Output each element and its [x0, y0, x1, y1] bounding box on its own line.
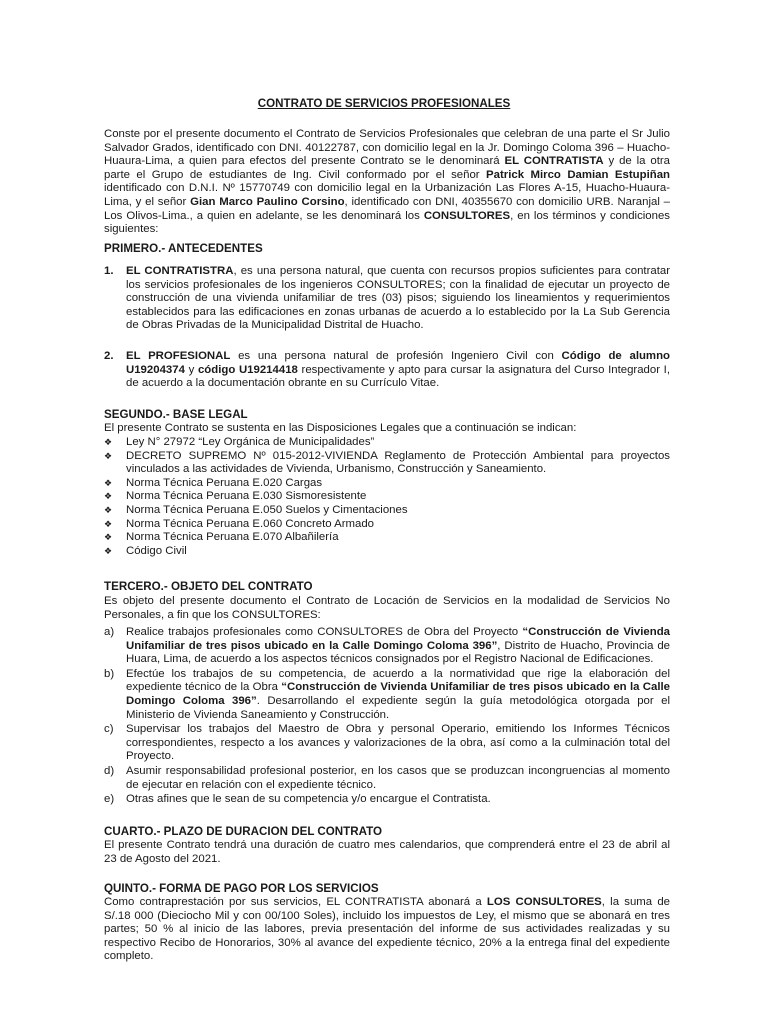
intro-consultores: CONSULTORES: [423, 209, 511, 222]
list-item: [104, 504, 670, 518]
item2-text-1: es una persona natural de profesión Ingeniero Civil con: [230, 350, 562, 362]
item2-text-3: respectivamente y apto para cursar la asignatura del Curso Integrador I, de acuerdo a la documentación obrante en su Currículo Vitae.: [126, 363, 671, 390]
item-b-text-2: . Desarrollando el expediente según la guía metodológica otorgada por el Ministerio de Vivienda Saneamiento y Construcción.: [126, 694, 670, 721]
intro-text-1: Conste por el presente documento el Contrato de Servicios Profesionales que celebran de una parte el Sr Julio Salvador Grados, identificado con DNI. 40122787, con domicilio legal en la Jr. Domingo Coloma 396 – Huacho-Huaura-Lima, a quien para efectos del presente Contrato se le denominará: [104, 128, 670, 168]
item-a-text-1: Realice trabajos profesionales como CONSULTORES de Obra del Proyecto: [126, 626, 523, 638]
cuarto-heading: CUARTO.- PLAZO DE DURACION DEL CONTRATO: [104, 825, 383, 838]
intro-text-3: identificado con D.N.I. Nº 15770749 con domicilio legal en la Urbanización Las Flores A-15, Huacho-Huaura-Lima, y el señor: [104, 182, 670, 208]
list-item: [104, 545, 670, 559]
list-item-text: Norma Técnica Peruana E.050 Suelos y Cimentaciones: [126, 503, 408, 516]
item1-subject: EL CONTRATISTRA: [126, 265, 234, 277]
list-item: [104, 490, 670, 504]
item-number: 2.: [104, 350, 114, 362]
base-legal-list: [104, 436, 670, 558]
diamond-bullet-icon: ❖: [104, 504, 113, 515]
diamond-bullet-icon: ❖: [104, 437, 113, 447]
list-item-text: DECRETO SUPREMO Nº 015-2012-VIVIENDA Reglamento de Protección Ambiental para proyectos vinculados a las actividades de Vivienda, Urbanismo, Construcción y Saneamiento.: [126, 449, 670, 476]
list-item-text: Norma Técnica Peruana E.060 Concreto Armado: [126, 517, 374, 530]
document-title: CONTRATO DE SERVICIOS PROFESIONALES: [257, 97, 511, 110]
list-item: [104, 477, 670, 491]
item-e-text: Otras afines que le sean de su competencia y/o encargue el Contratista.: [126, 793, 491, 806]
item-letter: a): [104, 626, 115, 638]
item-letter: d): [104, 764, 115, 777]
intro-text-2: y de la otra parte el Grupo de estudiantes de Ing. Civil conformado por el señor: [104, 155, 670, 181]
intro-consultor-1: Patrick Mirco Damian Estupiñan: [486, 168, 670, 181]
list-item: [104, 518, 670, 532]
diamond-bullet-icon: ❖: [104, 518, 113, 529]
intro-consultor-2: Gian Marco Paulino Corsino: [190, 195, 345, 208]
objeto-item-d: [104, 765, 670, 792]
objeto-item-b: [104, 668, 670, 722]
item2-text-2: y: [184, 363, 198, 376]
antecedente-item-1: [104, 265, 670, 333]
list-item-text: Norma Técnica Peruana E.020 Cargas: [126, 476, 323, 489]
item-a-text-2: , Distrito de Huacho, Provincia de Huara, Lima, de acuerdo a los aspectos técnicos consignados por el Registro Nacional de Edificaciones.: [126, 639, 670, 666]
cuarto-text: El presente Contrato tendrá una duración de cuatro mes calendarios, que comprenderá entre el 23 de abril al 23 de Agosto del 2021.: [104, 839, 670, 865]
item-letter: e): [104, 793, 115, 806]
item2-subject: EL PROFESIONAL: [126, 350, 231, 362]
list-item: [104, 450, 670, 477]
intro-text-4: , identificado con DNI, 40355670 con domicilio URB. Naranjal – Los Olivos-Lima., a quien en adelante, se les denominará los: [104, 195, 670, 222]
quinto-text-1: Como contraprestación por sus servicios, EL CONTRATISTA abonará a: [104, 896, 487, 908]
quinto-text-2: , la suma de S/.18 000 (Dieciocho Mil y con 00/100 Soles), incluido los impuestos de Ley, el mismo que se abonará en tres partes; 50 % al inicio de las labores, previa presentación del informe de sus actividades realizadas y su respectivo Recibo de Honorarios, 30% al avance del expediente técnico, 20% a la entrega final del expediente completo.: [104, 896, 670, 963]
objeto-list: [104, 626, 670, 808]
objeto-item-c: [104, 723, 670, 764]
diamond-bullet-icon: ❖: [104, 477, 113, 488]
intro-paragraph: [104, 128, 670, 237]
item2-code-2: código U19214418: [197, 363, 298, 376]
quinto-heading: QUINTO.- FORMA DE PAGO POR LOS SERVICIOS: [104, 882, 379, 895]
item-d-text: Asumir responsabilidad profesional posterior, en los casos que se produzcan incongruencias al momento de ejecutar en relación con el expediente técnico.: [126, 764, 670, 791]
item-a-project: “Construcción de Vivienda Unifamiliar de tres pisos ubicado en la Calle Domingo Coloma 396”: [126, 626, 670, 652]
item-c-text: Supervisar los trabajos del Maestro de Obra y personal Operario, emitiendo los Informes Técnicos correspondientes, respecto a los avances y valorizaciones de la obra, así como a la culminación total del Proyecto.: [126, 723, 670, 763]
item-b-text-1: Efectúe los trabajos de su competencia, de acuerdo a la normatividad que rige la elaboración del expediente técnico de la Obra: [126, 667, 670, 694]
intro-contratista: EL CONTRATISTA: [504, 155, 604, 168]
antecedente-item-2: [104, 350, 670, 391]
list-item-text: Ley N° 27972 “Ley Orgánica de Municipalidades”: [126, 436, 375, 448]
segundo-heading: SEGUNDO.- BASE LEGAL: [104, 408, 248, 421]
item-letter: c): [104, 723, 114, 736]
objeto-item-a: [104, 626, 670, 667]
item-b-project: “Construcción de Vivienda Unifamiliar de tres pisos ubicado en la Calle Domingo Coloma 396”: [126, 681, 670, 707]
list-item: [104, 531, 670, 545]
item-number: 1.: [104, 265, 114, 277]
list-item-text: Código Civil: [126, 544, 187, 557]
list-item-text: Norma Técnica Peruana E.030 Sismoresistente: [126, 490, 367, 503]
tercero-heading: TERCERO.- OBJETO DEL CONTRATO: [104, 580, 313, 593]
diamond-bullet-icon: ❖: [104, 532, 113, 543]
item1-text: , es una persona natural, que cuenta con recursos propios suficientes para contratar los servicios profesionales de los ingenieros CONSULTORES; con la finalidad de ejecutar un proyecto de construcción de una vivienda unifamiliar de tres (03) pisos; siguiendo los lineamientos y requerimientos establecidos para las edificaciones en zonas urbanas de acuerdo a lo establecido por la La Sub Gerencia de Obras Privadas de la Municipalidad Distrital de Huacho.: [126, 265, 670, 332]
list-item-text: Norma Técnica Peruana E.070 Albañilería: [126, 531, 339, 544]
primero-heading: PRIMERO.- ANTECEDENTES: [104, 242, 263, 255]
diamond-bullet-icon: ❖: [104, 491, 113, 502]
item-letter: b): [104, 667, 115, 680]
item2-code-1: Código de alumno U19204374: [126, 350, 670, 376]
quinto-paragraph: [104, 896, 670, 964]
objeto-item-e: [104, 793, 670, 807]
diamond-bullet-icon: ❖: [104, 545, 113, 556]
segundo-intro: El presente Contrato se sustenta en las Disposiciones Legales que a continuación se indican:: [104, 422, 577, 434]
intro-text-5: , en los términos y condiciones siguientes:: [104, 209, 671, 236]
tercero-intro: Es objeto del presente documento el Contrato de Locación de Servicios en la modalidad de Servicios No Personales, a fin que los CONSULTORES:: [104, 595, 670, 621]
list-item: [104, 436, 670, 450]
diamond-bullet-icon: ❖: [104, 450, 113, 461]
quinto-consultores: LOS CONSULTORES: [486, 896, 602, 908]
